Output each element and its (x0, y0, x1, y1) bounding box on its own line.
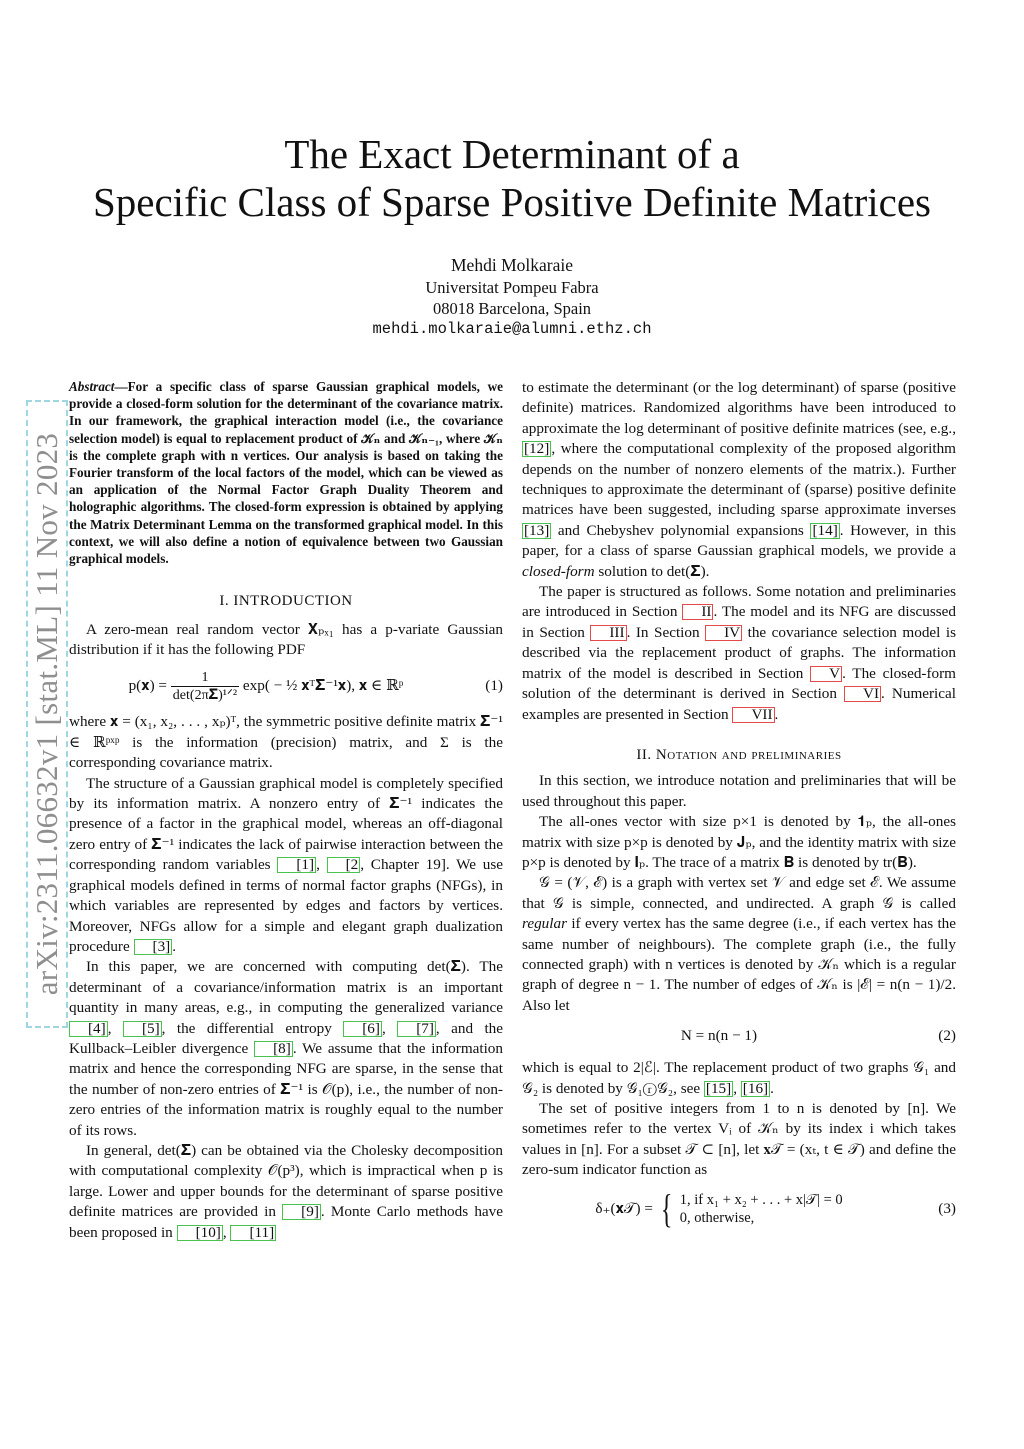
arxiv-stamp (26, 400, 68, 1028)
regular-emphasis: regular (522, 915, 567, 933)
closed-form-emphasis: closed-form (522, 562, 595, 580)
citation-2[interactable]: [2 (327, 857, 361, 873)
citation-7[interactable]: [7] (397, 1021, 436, 1037)
section-heading-notation: II. Notation and preliminaries (636, 746, 842, 763)
intro-p4-text-c: , and the Kullback–Leibler divergence (69, 1019, 504, 1057)
author-block (0, 253, 1024, 340)
eq1-rhs: exp( − ½ 𝐱ᵀ𝚺⁻¹𝐱), 𝐱 ∈ ℝᵖ (242, 677, 404, 695)
equation-2 (522, 1024, 956, 1048)
abstract-text: —For a specific class of sparse Gaussian graphical models, we provide a closed-form solution for the determinant of the covariance matrix. In our framework, the graphical interaction model (i.e., the covariance selection model) is equal to replacement product of 𝒦ₙ and 𝒦ₙ₋₁, where 𝒦ₙ is the complete graph with n vertices. Our analysis is based on taking the Fourier transform of the local factors of the model, which can be viewed as an application of the Normal Factor Graph Duality Theorem and holographic algorithms. The closed-form expression is obtained by applying the Matrix Determinant Lemma on the transformed graphical model. In this context, we will also define a notion of equivalence between two Gaussian graphical models. (69, 379, 503, 567)
intro-paragraph-4: In this paper, we are concerned with computing det(𝚺). The determinant of a covariance/information matrix is an important quantity in many areas, e.g., in computing the generalized variance [4] , [5] , the differential entropy [6] , [7] , and the Kullback–Leibler divergence [8] . We assume that the information matrix and hence the corresponding NFG are sparse, in the sense that the number of non-zero entries of 𝚺⁻¹ is 𝒪(p), i.e., the number of non-zero entries of the information matrix is roughly equal to the number of its rows. (69, 958, 504, 1139)
intro-p4-text-d: . We assume that the information matrix and hence the corresponding NFG are sparse, in the sense that the number of non-zero entries of 𝚺⁻¹ is 𝒪(p), i.e., the number of non-zero entries of the information matrix is roughly equal to the number of its rows. (69, 1039, 503, 1139)
intro-p3-text-b: , Chapter 19]. We use graphical models defined in terms of normal factor graphs (NFGs), in which variables are represented by edges and factors by vertices. Moreover, NFGs allow for a simple and elegant graph dualization procedure (69, 856, 504, 955)
eq1-number: (1) (485, 677, 503, 695)
intro-p5-text: In general, det(𝚺) can be obtained via the Cholesky decomposition with computational complexity 𝒪(p³), which is impractical when p is large. Lower and upper bounds for the determinant of sparse positive definite matrices are provided in (69, 1141, 503, 1221)
author-email[interactable]: mehdi.molkaraie@alumni.ethz.ch (372, 320, 652, 338)
citation-1[interactable]: [1] (277, 857, 316, 873)
right-paragraph-7: The set of positive integers from 1 to n is denoted by [n]. We sometimes refer to the vertex Vᵢ of 𝒦ₙ by its index i which takes values in [n]. For a subset 𝒯 ⊂ [n], let 𝐱𝒯 = (xₜ, t ∈ 𝒯) and define the zero-sum indicator function as (522, 1100, 956, 1179)
r-p5-text: 𝒢 = (𝒱, ℰ) is a graph with vertex set 𝒱 and edge set ℰ. We assume that 𝒢 is simple, connected, and undirected. A graph 𝒢 is called (522, 874, 956, 912)
citation-5[interactable]: [5] (123, 1021, 162, 1037)
eq3-case-2: 0, otherwise, (679, 1210, 755, 1227)
citation-8[interactable]: [8] (254, 1041, 293, 1057)
r-p2-text-c: . In Section (626, 623, 706, 641)
citation-14[interactable]: [14] (812, 521, 838, 539)
intro-p3-text: The structure of a Gaussian graphical model is completely specified by its information matrix. A nonzero entry of 𝚺⁻¹ indicates the presence of a factor in the graphical model, whereas an off-diagonal zero entry of 𝚺⁻¹ indicates the lack of pairwise interaction between the corresponding random variables (69, 774, 503, 874)
citation-15[interactable]: [15] (705, 1079, 732, 1097)
r-p2-text-e: . The closed-form solution of the determinant is derived in Section (522, 664, 956, 703)
citation-4[interactable]: [4] (69, 1021, 108, 1037)
citation-3[interactable]: [3] (134, 939, 173, 955)
intro-p5-text-b: . Monte Carlo methods have been proposed in (69, 1203, 504, 1241)
section-link-6[interactable]: VI (844, 686, 881, 702)
r-p2-text-b: . The model and its NFG are discussed in Section (522, 603, 956, 641)
equation-3 (522, 1187, 956, 1231)
equation-1 (69, 664, 503, 708)
right-paragraph-5 (522, 873, 956, 1016)
r-p1-text: to estimate the determinant (or the log determinant) of sparse (positive definite) matrices. Randomized algorithms have been introduced to approximate the log determinant of positive definite matrices (see, e.g., (522, 379, 956, 437)
left-column (69, 378, 503, 1243)
section-heading-introduction: I. INTRODUCTION (219, 593, 353, 610)
r-p5-text-b: if every vertex has the same degree (i.e., if each vertex has the same number of neighbours). The complete graph (i.e., the fully connected graph) with n vertices is denoted by 𝒦ₙ which is a regular graph of degree n − 1. The number of edges of 𝒦ₙ is |ℰ| = n(n − 1)/2. Also let (522, 915, 956, 1014)
citation-11[interactable]: [11] (230, 1225, 276, 1241)
eq2-number: (2) (938, 1027, 956, 1045)
right-paragraph-4: The all-ones vector with size p×1 is denoted by 𝟏ₚ, the all-ones matrix with size p×p is denoted by 𝐉ₚ, and the identity matrix with size p×p is denoted by 𝐈ₚ. The trace of a matrix 𝐁 is denoted by tr(𝐁). (522, 813, 956, 871)
eq2-body: N = n(n − 1) (680, 1027, 758, 1045)
r-p2-text: The paper is structured as follows. Some notation and preliminaries are introduced in Section (522, 583, 956, 621)
r-p2-text-f: . Numerical examples are presented in Section (522, 685, 956, 723)
title-line-2: Specific Class of Sparse Positive Definite Matrices (92, 179, 932, 225)
abstract (69, 378, 503, 567)
r-p1-text-d: . However, in this paper, for a class of sparse Gaussian graphical models, we provide a (522, 521, 956, 560)
paper-title (0, 130, 1024, 226)
eq3-case-1: 1, if x₁ + x₂ + . . . + x|𝒯| = 0 (679, 1192, 843, 1209)
intro-paragraph-5: In general, det(𝚺) can be obtained via the Cholesky decomposition with computational complexity 𝒪(p³), which is impractical when p is large. Lower and upper bounds for the determinant of sparse positive definite matrices are provided in [9] . Monte Carlo methods have been proposed in [10] , [11] (69, 1141, 504, 1241)
r-p1-text-e: solution to det(𝚺). (594, 562, 710, 580)
citation-12[interactable]: [12] (524, 440, 550, 458)
section-link-2[interactable]: II (682, 604, 713, 620)
section-link-4[interactable]: IV (705, 625, 742, 641)
right-paragraph-3: In this section, we introduce notation and preliminaries that will be used throughout this paper. (522, 772, 956, 810)
author-affiliation: Universitat Pompeu Fabra (425, 278, 599, 297)
citation-9[interactable]: [9] (282, 1204, 321, 1220)
right-column (522, 378, 956, 1235)
section-link-5[interactable]: V (810, 666, 842, 682)
citation-16[interactable]: [16] (742, 1079, 769, 1097)
eq1-lhs: p(𝐱) = (128, 677, 167, 695)
eq1-denominator: det(2π𝚺)¹ᐟ² (172, 688, 238, 704)
r-p1-text-b: , where the computational complexity of the proposed algorithm depends on the number of nonzero elements of the matrix.). Further techniques to approximate the determinant of (sparse) positive definite matrices have been suggested, including sparse approximate inverses (522, 440, 956, 519)
eq3-brace: { (660, 1186, 673, 1232)
eq1-fraction (171, 669, 239, 704)
intro-paragraph-2: where 𝐱 = (x₁, x₂, . . . , xₚ)ᵀ, the symmetric positive definite matrix 𝚺⁻¹ ∈ ℝᵖˣᵖ is the information (precision) matrix, and Σ is the corresponding covariance matrix. (69, 713, 503, 772)
section-link-3[interactable]: III (590, 625, 626, 641)
r-p2-text-d: the covariance selection model is described via the replacement product of graphs. The information matrix of the model is described in Section (522, 623, 956, 682)
right-paragraph-2: The paper is structured as follows. Some notation and preliminaries are introduced in Section II . The model and its NFG are discussed in Section III . In Section IV the covariance selection model is described via the replacement product of graphs. The information matrix of the model is described in Section V . The closed-form solution of the determinant is derived in Section VI . Numerical examples are presented in Section VII . (522, 583, 956, 723)
intro-p4-text-b: , the differential entropy (161, 1019, 344, 1037)
arxiv-id: arXiv:2311.06632v1 [stat.ML] 11 Nov 2023 (29, 432, 64, 996)
citation-13[interactable]: [13] (524, 521, 550, 539)
r-p1-text-c: and Chebyshev polynomial expansions (551, 521, 811, 539)
eq3-lhs: δ₊(𝐱𝒯) = (595, 1199, 653, 1217)
eq1-numerator: 1 (171, 669, 239, 687)
eq3-cases (680, 1191, 843, 1227)
section-link-7[interactable]: VII (732, 707, 774, 723)
title-line-1: The Exact Determinant of a (284, 131, 740, 177)
citation-10[interactable]: [10] (177, 1225, 223, 1241)
citation-6[interactable]: [6] (343, 1021, 382, 1037)
intro-paragraph-3: The structure of a Gaussian graphical model is completely specified by its information matrix. A nonzero entry of 𝚺⁻¹ indicates the presence of a factor in the graphical model, whereas an off-diagonal zero entry of 𝚺⁻¹ indicates the lack of pairwise interaction between the corresponding random variables [1] , [2 , Chapter 19]. We use graphical models defined in terms of normal factor graphs (NFGs), in which variables are represented by edges and factors by vertices. Moreover, NFGs allow for a simple and elegant graph dualization procedure [3] . (69, 774, 504, 955)
eq3-number: (3) (938, 1199, 956, 1217)
right-paragraph-6: which is equal to 2|ℰ|. The replacement product of two graphs 𝒢₁ and 𝒢₂ is denoted by 𝒢₁ⓡ𝒢₂, see [15] , [16] . (522, 1059, 956, 1097)
right-paragraph-1 (522, 378, 956, 582)
intro-paragraph-1: A zero-mean real random vector 𝐗ₚₓ₁ has a p-variate Gaussian distribution if it has the following PDF (69, 620, 503, 659)
r-p6-text: which is equal to 2|ℰ|. The replacement product of two graphs 𝒢₁ and 𝒢₂ is denoted by 𝒢₁ⓡ𝒢₂, see (522, 1059, 956, 1097)
author-name: Mehdi Molkaraie (451, 255, 573, 275)
author-address: 08018 Barcelona, Spain (432, 299, 592, 318)
intro-p4-text: In this paper, we are concerned with computing det(𝚺). The determinant of a covariance/information matrix is an important quantity in many areas, e.g., in computing the generalized variance (69, 958, 503, 1017)
abstract-label: Abstract (69, 379, 115, 394)
